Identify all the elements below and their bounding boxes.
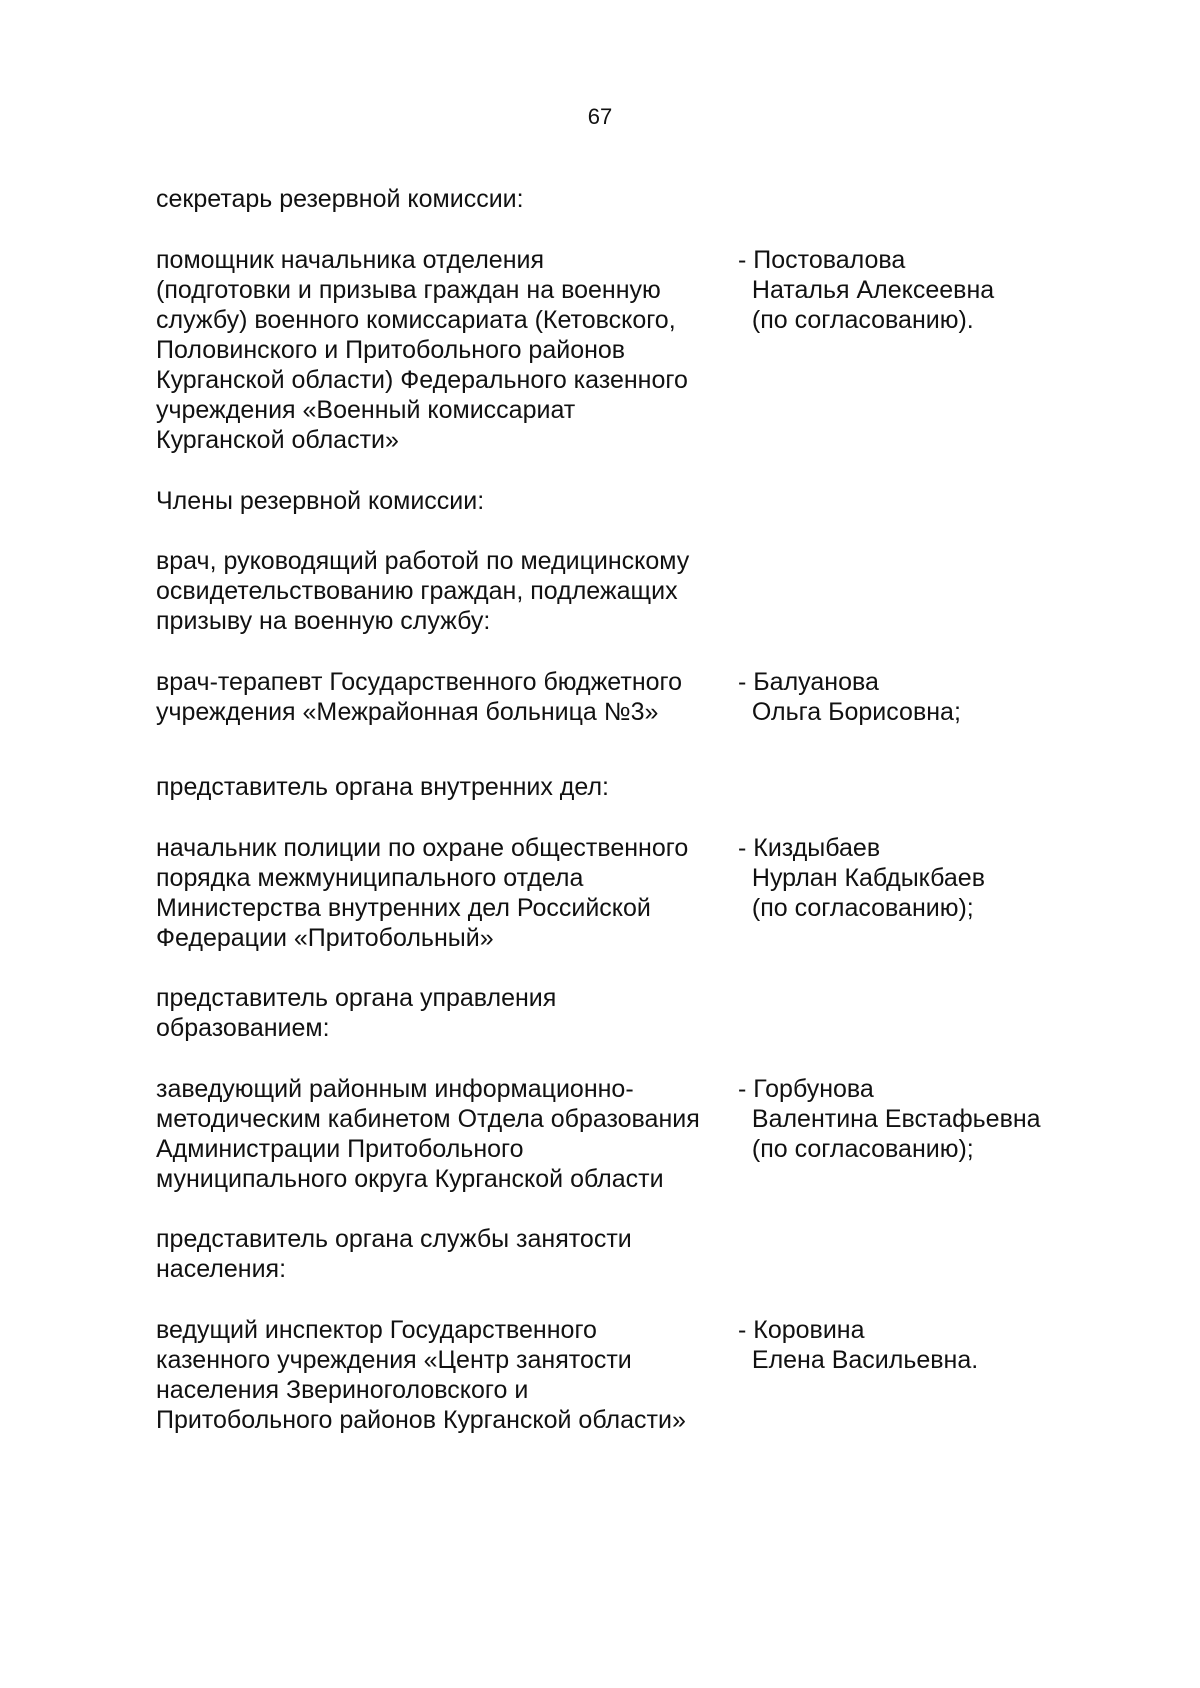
text-line: Наталья Алексеевна	[738, 276, 995, 304]
text-line: врач, руководящий работой по медицинскому	[156, 547, 690, 575]
text-line: Половинского и Притобольного районов	[156, 336, 626, 364]
text-line: (по согласованию).	[738, 306, 974, 334]
education-position	[156, 1074, 700, 1194]
text-line: Елена Васильевна.	[738, 1346, 979, 1374]
police-position	[156, 833, 688, 953]
text-line: - Горбунова	[738, 1075, 874, 1103]
doctor-position	[156, 667, 682, 727]
text-line: казенного учреждения «Центр занятости	[156, 1346, 632, 1374]
text-line: представитель органа внутренних дел:	[156, 773, 610, 801]
text-line: Курганской области) Федерального казенного	[156, 366, 688, 394]
education-person	[738, 1074, 1041, 1164]
text-line: населения:	[156, 1255, 287, 1283]
text-line: освидетельствованию граждан, подлежащих	[156, 577, 678, 605]
police-heading	[156, 772, 609, 802]
page-number: 67	[587, 104, 613, 129]
text-line: ведущий инспектор Государственного	[156, 1316, 597, 1344]
secretary-heading	[156, 184, 524, 214]
text-line: представитель органа службы занятости	[156, 1225, 632, 1253]
employment-person	[738, 1315, 978, 1375]
text-line: представитель органа управления	[156, 984, 557, 1012]
text-line: Министерства внутренних дел Российской	[156, 894, 651, 922]
text-line: помощник начальника отделения	[156, 246, 545, 274]
text-line: Нурлан Кабдыкбаев	[738, 864, 985, 892]
text-line: врач-терапевт Государственного бюджетного	[156, 668, 683, 696]
text-line: Администрации Притобольного	[156, 1135, 524, 1163]
text-line: Притобольного районов Курганской области»	[156, 1406, 686, 1434]
text-line: - Коровина	[738, 1316, 865, 1344]
text-line: Курганской области»	[156, 426, 399, 454]
text-line: образованием:	[156, 1014, 330, 1042]
police-person	[738, 833, 985, 923]
text-line: методическим кабинетом Отдела образования	[156, 1105, 700, 1133]
text-line: секретарь резервной комиссии:	[156, 185, 524, 213]
text-line: Валентина Евстафьевна	[738, 1105, 1041, 1133]
education-heading	[156, 983, 556, 1043]
doctor-person	[738, 667, 961, 727]
text-line: - Киздыбаев	[738, 834, 881, 862]
text-line: (подготовки и призыва граждан на военную	[156, 276, 661, 304]
text-line: учреждения «Межрайонная больница №3»	[156, 698, 659, 726]
text-line: Ольга Борисовна;	[738, 698, 961, 726]
text-line: учреждения «Военный комиссариат	[156, 396, 576, 424]
text-line: Федерации «Притобольный»	[156, 924, 494, 952]
employment-position	[156, 1315, 686, 1435]
doctor-heading	[156, 546, 689, 636]
text-line: населения Звериноголовского и	[156, 1376, 529, 1404]
employment-heading	[156, 1224, 632, 1284]
text-line: порядка межмуниципального отдела	[156, 864, 584, 892]
text-line: заведующий районным информационно-	[156, 1075, 634, 1103]
text-line: призыву на военную службу:	[156, 607, 491, 635]
text-line: - Постовалова	[738, 246, 906, 274]
text-line: муниципального округа Курганской области	[156, 1165, 664, 1193]
text-line: службу) военного комиссариата (Кетовского,	[156, 306, 676, 334]
text-line: (по согласованию);	[738, 894, 974, 922]
text-line: - Балуанова	[738, 668, 879, 696]
members-heading	[156, 486, 484, 516]
secretary-position	[156, 245, 688, 455]
secretary-person	[738, 245, 994, 335]
text-line: начальник полиции по охране общественного	[156, 834, 689, 862]
text-line: (по согласованию);	[738, 1135, 974, 1163]
text-line: Члены резервной комиссии:	[156, 487, 485, 515]
